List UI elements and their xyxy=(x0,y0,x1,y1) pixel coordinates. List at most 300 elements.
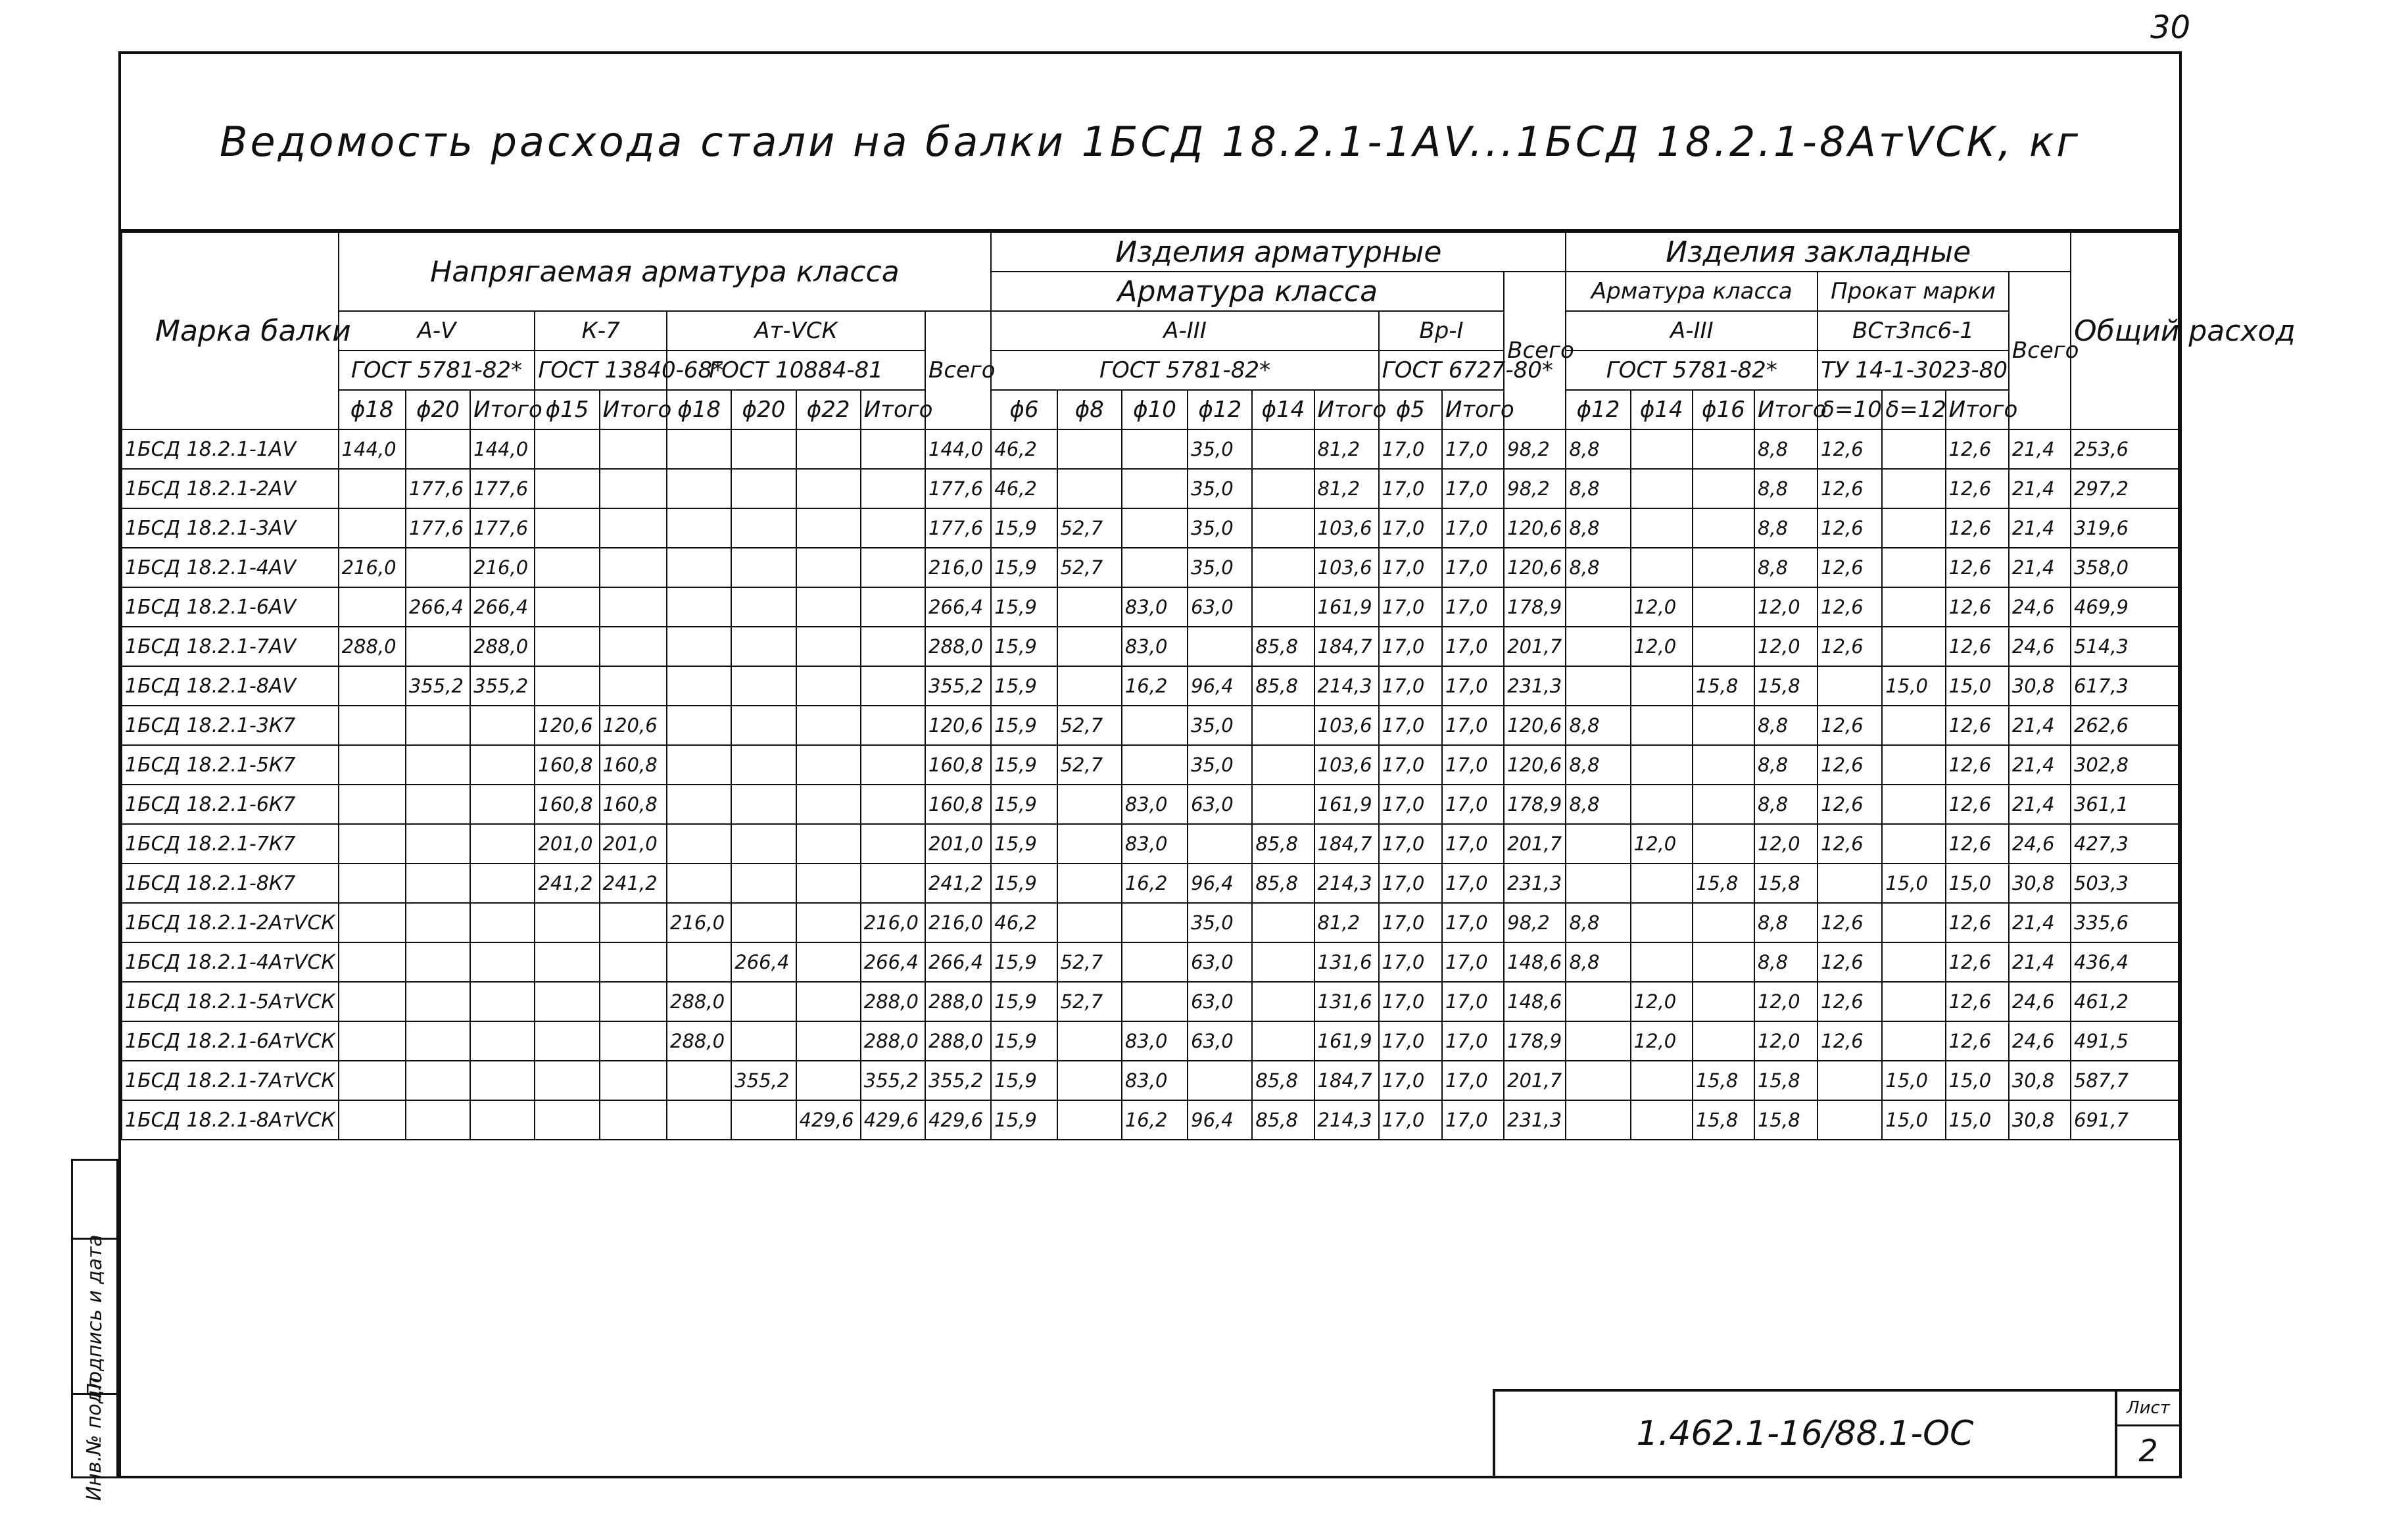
beam-mark-cell: 1БСД 18.2.1-5АтVСК xyxy=(122,982,339,1021)
value-cell xyxy=(535,548,599,587)
value-cell xyxy=(1882,824,1945,863)
value-cell: 83,0 xyxy=(1122,627,1188,666)
value-cell: 12,6 xyxy=(1818,942,1882,982)
value-cell: 12,0 xyxy=(1631,824,1693,863)
value-cell: 12,6 xyxy=(1946,706,2009,745)
value-cell xyxy=(731,982,796,1021)
header-d12: ϕ12 xyxy=(1188,390,1252,429)
table-row xyxy=(122,1100,2179,1140)
value-cell xyxy=(535,1061,599,1100)
value-cell: 8,8 xyxy=(1754,548,1818,587)
value-cell: 253,6 xyxy=(2071,429,2179,469)
value-cell: 8,8 xyxy=(1566,706,1630,745)
value-cell: 98,2 xyxy=(1504,903,1566,942)
value-cell: 216,0 xyxy=(861,903,925,942)
sheet-label: Лист xyxy=(2117,1392,2179,1426)
header-emb-rebar-class: Арматура класса xyxy=(1566,272,1818,311)
table-body xyxy=(122,429,2179,1140)
value-cell: 12,0 xyxy=(1631,587,1693,627)
value-cell: 262,6 xyxy=(2071,706,2179,745)
beam-mark-cell: 1БСД 18.2.1-5К7 xyxy=(122,745,339,785)
value-cell xyxy=(1057,1021,1122,1061)
value-cell: 15,8 xyxy=(1693,1061,1754,1100)
value-cell xyxy=(1693,1021,1754,1061)
value-cell: 120,6 xyxy=(535,706,599,745)
value-cell xyxy=(796,745,861,785)
value-cell: 12,0 xyxy=(1754,627,1818,666)
value-cell xyxy=(1566,863,1630,903)
value-cell xyxy=(1693,942,1754,982)
table-row xyxy=(122,627,2179,666)
value-cell xyxy=(1693,587,1754,627)
value-cell xyxy=(1818,863,1882,903)
header-rebar-vsego: Всего xyxy=(1504,272,1566,429)
value-cell xyxy=(667,1061,731,1100)
value-cell: 35,0 xyxy=(1188,903,1252,942)
value-cell: 12,0 xyxy=(1754,824,1818,863)
header-d8: ϕ8 xyxy=(1057,390,1122,429)
value-cell: 17,0 xyxy=(1442,863,1504,903)
value-cell: 355,2 xyxy=(470,666,535,706)
value-cell: 15,8 xyxy=(1693,1100,1754,1140)
value-cell xyxy=(1693,824,1754,863)
value-cell: 24,6 xyxy=(2009,982,2071,1021)
value-cell: 21,4 xyxy=(2009,429,2071,469)
value-cell: 17,0 xyxy=(1442,587,1504,627)
value-cell xyxy=(1057,824,1122,863)
value-cell xyxy=(731,587,796,627)
value-cell xyxy=(535,1100,599,1140)
header-d12: ϕ12 xyxy=(1566,390,1630,429)
value-cell xyxy=(1631,785,1693,824)
value-cell: 15,9 xyxy=(991,1100,1057,1140)
value-cell: 35,0 xyxy=(1188,508,1252,548)
value-cell: 15,0 xyxy=(1882,863,1945,903)
value-cell xyxy=(1252,982,1314,1021)
value-cell: 148,6 xyxy=(1504,942,1566,982)
value-cell: 83,0 xyxy=(1122,824,1188,863)
value-cell: 15,0 xyxy=(1882,1061,1945,1100)
value-cell xyxy=(470,942,535,982)
table-row xyxy=(122,666,2179,706)
value-cell xyxy=(470,785,535,824)
beam-mark-cell: 1БСД 18.2.1-1АV xyxy=(122,429,339,469)
value-cell: 15,9 xyxy=(991,508,1057,548)
value-cell xyxy=(600,1100,667,1140)
value-cell: 15,9 xyxy=(991,785,1057,824)
value-cell: 231,3 xyxy=(1504,666,1566,706)
value-cell: 12,6 xyxy=(1946,745,2009,785)
table-row xyxy=(122,863,2179,903)
value-cell: 8,8 xyxy=(1754,785,1818,824)
value-cell: 587,7 xyxy=(2071,1061,2179,1100)
value-cell xyxy=(339,824,406,863)
value-cell xyxy=(339,706,406,745)
value-cell: 160,8 xyxy=(600,745,667,785)
table-row xyxy=(122,429,2179,469)
value-cell xyxy=(600,548,667,587)
value-cell: 12,6 xyxy=(1818,1021,1882,1061)
value-cell xyxy=(731,903,796,942)
table-row xyxy=(122,824,2179,863)
page-number: 30 xyxy=(2150,9,2191,46)
value-cell xyxy=(339,745,406,785)
value-cell: 429,6 xyxy=(861,1100,925,1140)
beam-mark-cell: 1БСД 18.2.1-8АV xyxy=(122,666,339,706)
value-cell: 46,2 xyxy=(991,429,1057,469)
value-cell: 17,0 xyxy=(1442,1021,1504,1061)
value-cell xyxy=(1693,627,1754,666)
value-cell: 12,6 xyxy=(1946,1021,2009,1061)
value-cell: 216,0 xyxy=(925,903,991,942)
value-cell xyxy=(1631,666,1693,706)
value-cell xyxy=(796,942,861,982)
value-cell xyxy=(1122,706,1188,745)
value-cell xyxy=(339,666,406,706)
beam-mark-cell: 1БСД 18.2.1-2АV xyxy=(122,469,339,508)
header-gost-5781-c: ГОСТ 5781-82* xyxy=(1566,351,1818,390)
side-stamp-signature-label: Подпись и дата xyxy=(83,1234,107,1398)
value-cell xyxy=(667,587,731,627)
value-cell: 8,8 xyxy=(1754,745,1818,785)
value-cell xyxy=(796,785,861,824)
value-cell: 81,2 xyxy=(1314,429,1379,469)
value-cell: 63,0 xyxy=(1188,587,1252,627)
value-cell: 214,3 xyxy=(1314,863,1379,903)
value-cell: 184,7 xyxy=(1314,627,1379,666)
value-cell: 17,0 xyxy=(1379,469,1442,508)
beam-mark-cell: 1БСД 18.2.1-6АтVСК xyxy=(122,1021,339,1061)
value-cell: 85,8 xyxy=(1252,1100,1314,1140)
value-cell xyxy=(796,666,861,706)
value-cell: 21,4 xyxy=(2009,785,2071,824)
value-cell: 241,2 xyxy=(600,863,667,903)
value-cell: 12,6 xyxy=(1818,429,1882,469)
value-cell xyxy=(796,706,861,745)
beam-mark-cell: 1БСД 18.2.1-7АV xyxy=(122,627,339,666)
value-cell: 52,7 xyxy=(1057,942,1122,982)
value-cell xyxy=(1818,1100,1882,1140)
value-cell: 103,6 xyxy=(1314,548,1379,587)
value-cell xyxy=(731,666,796,706)
value-cell: 8,8 xyxy=(1754,942,1818,982)
value-cell xyxy=(1057,863,1122,903)
value-cell xyxy=(535,469,599,508)
value-cell: 12,6 xyxy=(1946,903,2009,942)
value-cell: 302,8 xyxy=(2071,745,2179,785)
value-cell xyxy=(1631,942,1693,982)
value-cell: 177,6 xyxy=(925,469,991,508)
value-cell: 30,8 xyxy=(2009,1061,2071,1100)
value-cell: 96,4 xyxy=(1188,1100,1252,1140)
value-cell xyxy=(600,469,667,508)
value-cell xyxy=(535,666,599,706)
value-cell: 461,2 xyxy=(2071,982,2179,1021)
value-cell: 17,0 xyxy=(1379,942,1442,982)
value-cell: 161,9 xyxy=(1314,587,1379,627)
value-cell xyxy=(731,508,796,548)
value-cell xyxy=(339,863,406,903)
value-cell: 184,7 xyxy=(1314,1061,1379,1100)
value-cell: 160,8 xyxy=(535,785,599,824)
value-cell xyxy=(667,1100,731,1140)
header-mark: Марка балки xyxy=(122,232,339,429)
value-cell xyxy=(1631,1061,1693,1100)
value-cell: 12,0 xyxy=(1631,627,1693,666)
value-cell xyxy=(796,863,861,903)
value-cell: 17,0 xyxy=(1442,785,1504,824)
value-cell xyxy=(1631,745,1693,785)
value-cell: 178,9 xyxy=(1504,785,1566,824)
value-cell: 177,6 xyxy=(470,508,535,548)
value-cell: 8,8 xyxy=(1566,469,1630,508)
value-cell: 17,0 xyxy=(1379,627,1442,666)
value-cell: 201,0 xyxy=(600,824,667,863)
value-cell xyxy=(731,627,796,666)
value-cell: 35,0 xyxy=(1188,429,1252,469)
header-d15: ϕ15 xyxy=(535,390,599,429)
value-cell: 17,0 xyxy=(1442,469,1504,508)
value-cell: 15,9 xyxy=(991,863,1057,903)
value-cell xyxy=(1693,785,1754,824)
header-d14: ϕ14 xyxy=(1252,390,1314,429)
value-cell xyxy=(339,587,406,627)
value-cell xyxy=(406,1100,470,1140)
header-d14: ϕ14 xyxy=(1631,390,1693,429)
value-cell xyxy=(535,982,599,1021)
value-cell xyxy=(470,745,535,785)
title-box xyxy=(121,54,2179,231)
value-cell: 355,2 xyxy=(925,1061,991,1100)
side-stamp xyxy=(71,1159,118,1501)
value-cell: 17,0 xyxy=(1442,1061,1504,1100)
value-cell: 216,0 xyxy=(925,548,991,587)
value-cell: 144,0 xyxy=(339,429,406,469)
value-cell xyxy=(406,982,470,1021)
value-cell: 120,6 xyxy=(1504,745,1566,785)
value-cell xyxy=(1188,824,1252,863)
value-cell: 8,8 xyxy=(1566,942,1630,982)
header-itogo: Итого xyxy=(861,390,925,429)
value-cell: 201,7 xyxy=(1504,824,1566,863)
value-cell xyxy=(1882,429,1945,469)
value-cell: 96,4 xyxy=(1188,666,1252,706)
value-cell: 617,3 xyxy=(2071,666,2179,706)
value-cell xyxy=(1252,587,1314,627)
value-cell xyxy=(667,942,731,982)
value-cell: 231,3 xyxy=(1504,1100,1566,1140)
value-cell xyxy=(796,429,861,469)
value-cell xyxy=(731,863,796,903)
header-class-atv: Ат-VСК xyxy=(667,311,925,351)
header-itogo: Итого xyxy=(1442,390,1504,429)
value-cell: 35,0 xyxy=(1188,706,1252,745)
value-cell xyxy=(1122,548,1188,587)
header-d22: ϕ22 xyxy=(796,390,861,429)
value-cell: 103,6 xyxy=(1314,745,1379,785)
value-cell: 120,6 xyxy=(1504,508,1566,548)
value-cell: 83,0 xyxy=(1122,1061,1188,1100)
value-cell: 266,4 xyxy=(925,942,991,982)
value-cell: 17,0 xyxy=(1442,745,1504,785)
value-cell xyxy=(339,903,406,942)
value-cell xyxy=(1566,627,1630,666)
value-cell xyxy=(535,627,599,666)
value-cell: 30,8 xyxy=(2009,666,2071,706)
value-cell: 35,0 xyxy=(1188,548,1252,587)
value-cell: 17,0 xyxy=(1379,508,1442,548)
value-cell: 17,0 xyxy=(1442,824,1504,863)
value-cell: 46,2 xyxy=(991,903,1057,942)
header-itogo: Итого xyxy=(1314,390,1379,429)
value-cell: 17,0 xyxy=(1379,903,1442,942)
value-cell: 8,8 xyxy=(1566,429,1630,469)
value-cell: 46,2 xyxy=(991,469,1057,508)
value-cell xyxy=(339,1100,406,1140)
value-cell: 17,0 xyxy=(1442,429,1504,469)
value-cell: 12,0 xyxy=(1754,1021,1818,1061)
value-cell: 160,8 xyxy=(925,785,991,824)
value-cell: 201,0 xyxy=(925,824,991,863)
value-cell: 12,6 xyxy=(1946,469,2009,508)
value-cell: 12,0 xyxy=(1754,982,1818,1021)
side-stamp-cell-blank xyxy=(73,1161,116,1240)
value-cell: 98,2 xyxy=(1504,469,1566,508)
value-cell: 201,7 xyxy=(1504,627,1566,666)
value-cell xyxy=(1057,429,1122,469)
header-itogo: Итого xyxy=(470,390,535,429)
value-cell xyxy=(1122,903,1188,942)
value-cell: 17,0 xyxy=(1379,982,1442,1021)
value-cell: 178,9 xyxy=(1504,587,1566,627)
header-rolled: Прокат марки xyxy=(1818,272,2009,311)
value-cell xyxy=(796,824,861,863)
value-cell: 231,3 xyxy=(1504,863,1566,903)
value-cell xyxy=(535,903,599,942)
value-cell: 63,0 xyxy=(1188,942,1252,982)
value-cell xyxy=(796,982,861,1021)
value-cell xyxy=(535,587,599,627)
value-cell: 21,4 xyxy=(2009,508,2071,548)
value-cell xyxy=(1882,1021,1945,1061)
value-cell: 355,2 xyxy=(925,666,991,706)
value-cell xyxy=(406,548,470,587)
value-cell: 17,0 xyxy=(1379,745,1442,785)
value-cell xyxy=(1122,469,1188,508)
value-cell: 358,0 xyxy=(2071,548,2179,587)
table-row xyxy=(122,587,2179,627)
value-cell xyxy=(1693,469,1754,508)
value-cell xyxy=(796,627,861,666)
value-cell: 491,5 xyxy=(2071,1021,2179,1061)
value-cell: 429,6 xyxy=(925,1100,991,1140)
value-cell xyxy=(731,429,796,469)
value-cell: 288,0 xyxy=(861,1021,925,1061)
value-cell xyxy=(1882,469,1945,508)
value-cell: 52,7 xyxy=(1057,982,1122,1021)
value-cell: 15,9 xyxy=(991,824,1057,863)
value-cell: 120,6 xyxy=(925,706,991,745)
beam-mark-cell: 1БСД 18.2.1-8АтVСК xyxy=(122,1100,339,1140)
value-cell xyxy=(600,903,667,942)
header-gost-13840: ГОСТ 13840-68* xyxy=(535,351,667,390)
value-cell: 120,6 xyxy=(1504,548,1566,587)
value-cell xyxy=(1057,903,1122,942)
value-cell xyxy=(1631,548,1693,587)
value-cell xyxy=(470,824,535,863)
value-cell xyxy=(861,587,925,627)
value-cell: 12,6 xyxy=(1818,903,1882,942)
value-cell: 319,6 xyxy=(2071,508,2179,548)
value-cell: 8,8 xyxy=(1566,785,1630,824)
value-cell: 63,0 xyxy=(1188,1021,1252,1061)
value-cell xyxy=(861,508,925,548)
value-cell: 177,6 xyxy=(925,508,991,548)
value-cell xyxy=(535,942,599,982)
value-cell: 17,0 xyxy=(1442,706,1504,745)
document-title: Ведомость расхода стали на балки 1БСД 18.2.1-1АV...1БСД 18.2.1-8АтVСК, кг xyxy=(219,117,2081,166)
value-cell: 15,8 xyxy=(1754,1100,1818,1140)
value-cell: 12,6 xyxy=(1946,508,2009,548)
value-cell xyxy=(470,863,535,903)
value-cell xyxy=(1631,1100,1693,1140)
value-cell: 148,6 xyxy=(1504,982,1566,1021)
value-cell: 15,9 xyxy=(991,627,1057,666)
value-cell xyxy=(861,666,925,706)
value-cell xyxy=(1693,706,1754,745)
value-cell xyxy=(1252,429,1314,469)
value-cell: 96,4 xyxy=(1188,863,1252,903)
value-cell: 15,9 xyxy=(991,982,1057,1021)
beam-mark-cell: 1БСД 18.2.1-8К7 xyxy=(122,863,339,903)
value-cell xyxy=(1566,1100,1630,1140)
side-stamp-inventory-label: Инв.№ подл. xyxy=(83,1371,107,1501)
value-cell: 355,2 xyxy=(861,1061,925,1100)
drawing-frame xyxy=(118,51,2296,1478)
value-cell xyxy=(1566,1061,1630,1100)
value-cell: 266,4 xyxy=(731,942,796,982)
table-row xyxy=(122,903,2179,942)
header-embedded: Изделия закладные xyxy=(1566,232,2071,272)
header-steel-grade: ВСт3пс6-1 xyxy=(1818,311,2009,351)
value-cell: 12,6 xyxy=(1818,706,1882,745)
value-cell: 8,8 xyxy=(1566,508,1630,548)
header-class-k7: К-7 xyxy=(535,311,667,351)
value-cell xyxy=(1057,627,1122,666)
steel-consumption-table xyxy=(121,231,2296,1140)
value-cell xyxy=(1882,627,1945,666)
header-prestressed-vsego: Всего xyxy=(925,311,991,429)
value-cell: 81,2 xyxy=(1314,903,1379,942)
value-cell: 30,8 xyxy=(2009,863,2071,903)
value-cell xyxy=(1566,666,1630,706)
value-cell: 15,0 xyxy=(1946,1061,2009,1100)
value-cell: 288,0 xyxy=(925,1021,991,1061)
value-cell: 469,9 xyxy=(2071,587,2179,627)
value-cell xyxy=(1057,1100,1122,1140)
value-cell: 120,6 xyxy=(1504,706,1566,745)
value-cell: 85,8 xyxy=(1252,863,1314,903)
value-cell xyxy=(667,429,731,469)
value-cell xyxy=(796,548,861,587)
value-cell xyxy=(406,627,470,666)
value-cell: 184,7 xyxy=(1314,824,1379,863)
value-cell xyxy=(339,508,406,548)
header-itogo: Итого xyxy=(1754,390,1818,429)
value-cell xyxy=(667,863,731,903)
value-cell: 161,9 xyxy=(1314,1021,1379,1061)
value-cell xyxy=(731,785,796,824)
